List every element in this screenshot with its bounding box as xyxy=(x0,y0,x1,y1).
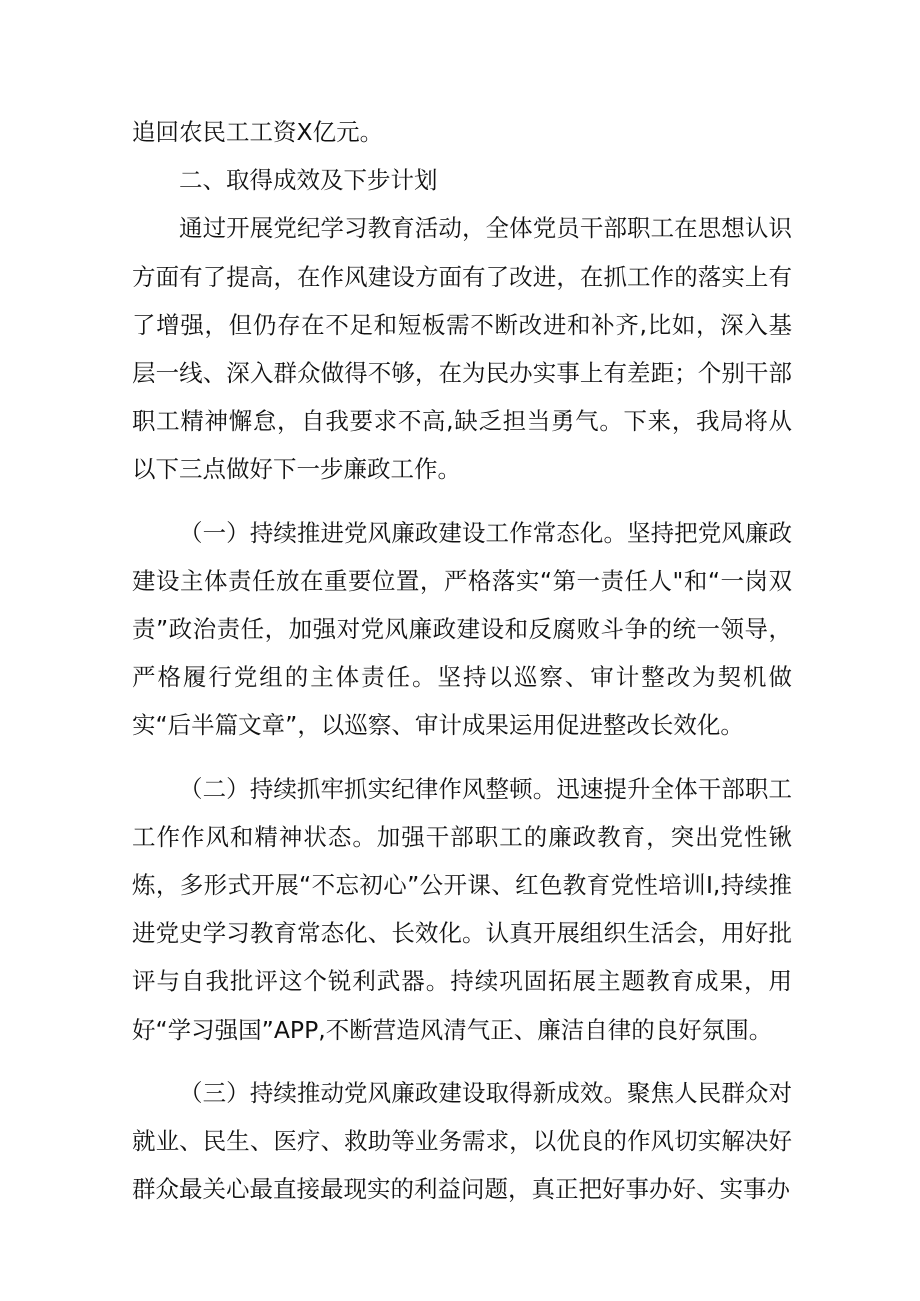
paragraph-item-3: （三）持续推动党风廉政建设取得新成效。聚焦人民群众对就业、民生、医疗、救助等业务需求，以优良的作风切实解决好群众最关心最直接最现实的利益问题，真正把好事办好、实事办 xyxy=(132,1078,792,1204)
document-body xyxy=(132,108,792,1213)
paragraph-item-2: （二）持续抓牢抓实纪律作风整顿。迅速提升全体干部职工工作作风和精神状态。加强干部职工的廉政教育，突出党性锹炼，多形式开展“不忘初心”公开课、红色教育党性培训I,持续推进党史学习教育常态化、长效化。认真开展组织生活会，用好批评与自我批评这个锐利武器。持续巩固拓展主题教育成果，用好“学习强国”APP,不断营造风清气正、廉洁自律的良好氛围。 xyxy=(132,774,792,1044)
paragraph-item-1: （一）持续推进党风廉政建设工作常态化。坚持把党风廉政建设主体责任放在重要位置，严格落实“第一责任人"和“一岗双责”政治责任，加强对党风廉政建设和反腐败斗争的统一领导，严格履行党组的主体责任。坚持以巡察、审计整改为契机做实“后半篇文章”，以巡察、审计成果运用促进整改长效化。 xyxy=(132,518,792,740)
section-heading: 二、取得成效及下步计划 xyxy=(179,166,438,195)
paragraph-summary: 通过开展党纪学习教育活动，全体党员干部职工在思想认识方面有了提高，在作风建设方面有了改进，在抓工作的落实上有了增强，但仍存在不足和短板需不断改进和补齐,比如，深入基层一线、深入群众做得不够，在为民办实事上有差距；个别干部职工精神懈怠，自我要求不高,缺乏担当勇气。下来，我局将从以下三点做好下一步廉政工作。 xyxy=(132,214,792,484)
paragraph-continuation: 追回农民工工资X亿元。 xyxy=(132,118,384,146)
